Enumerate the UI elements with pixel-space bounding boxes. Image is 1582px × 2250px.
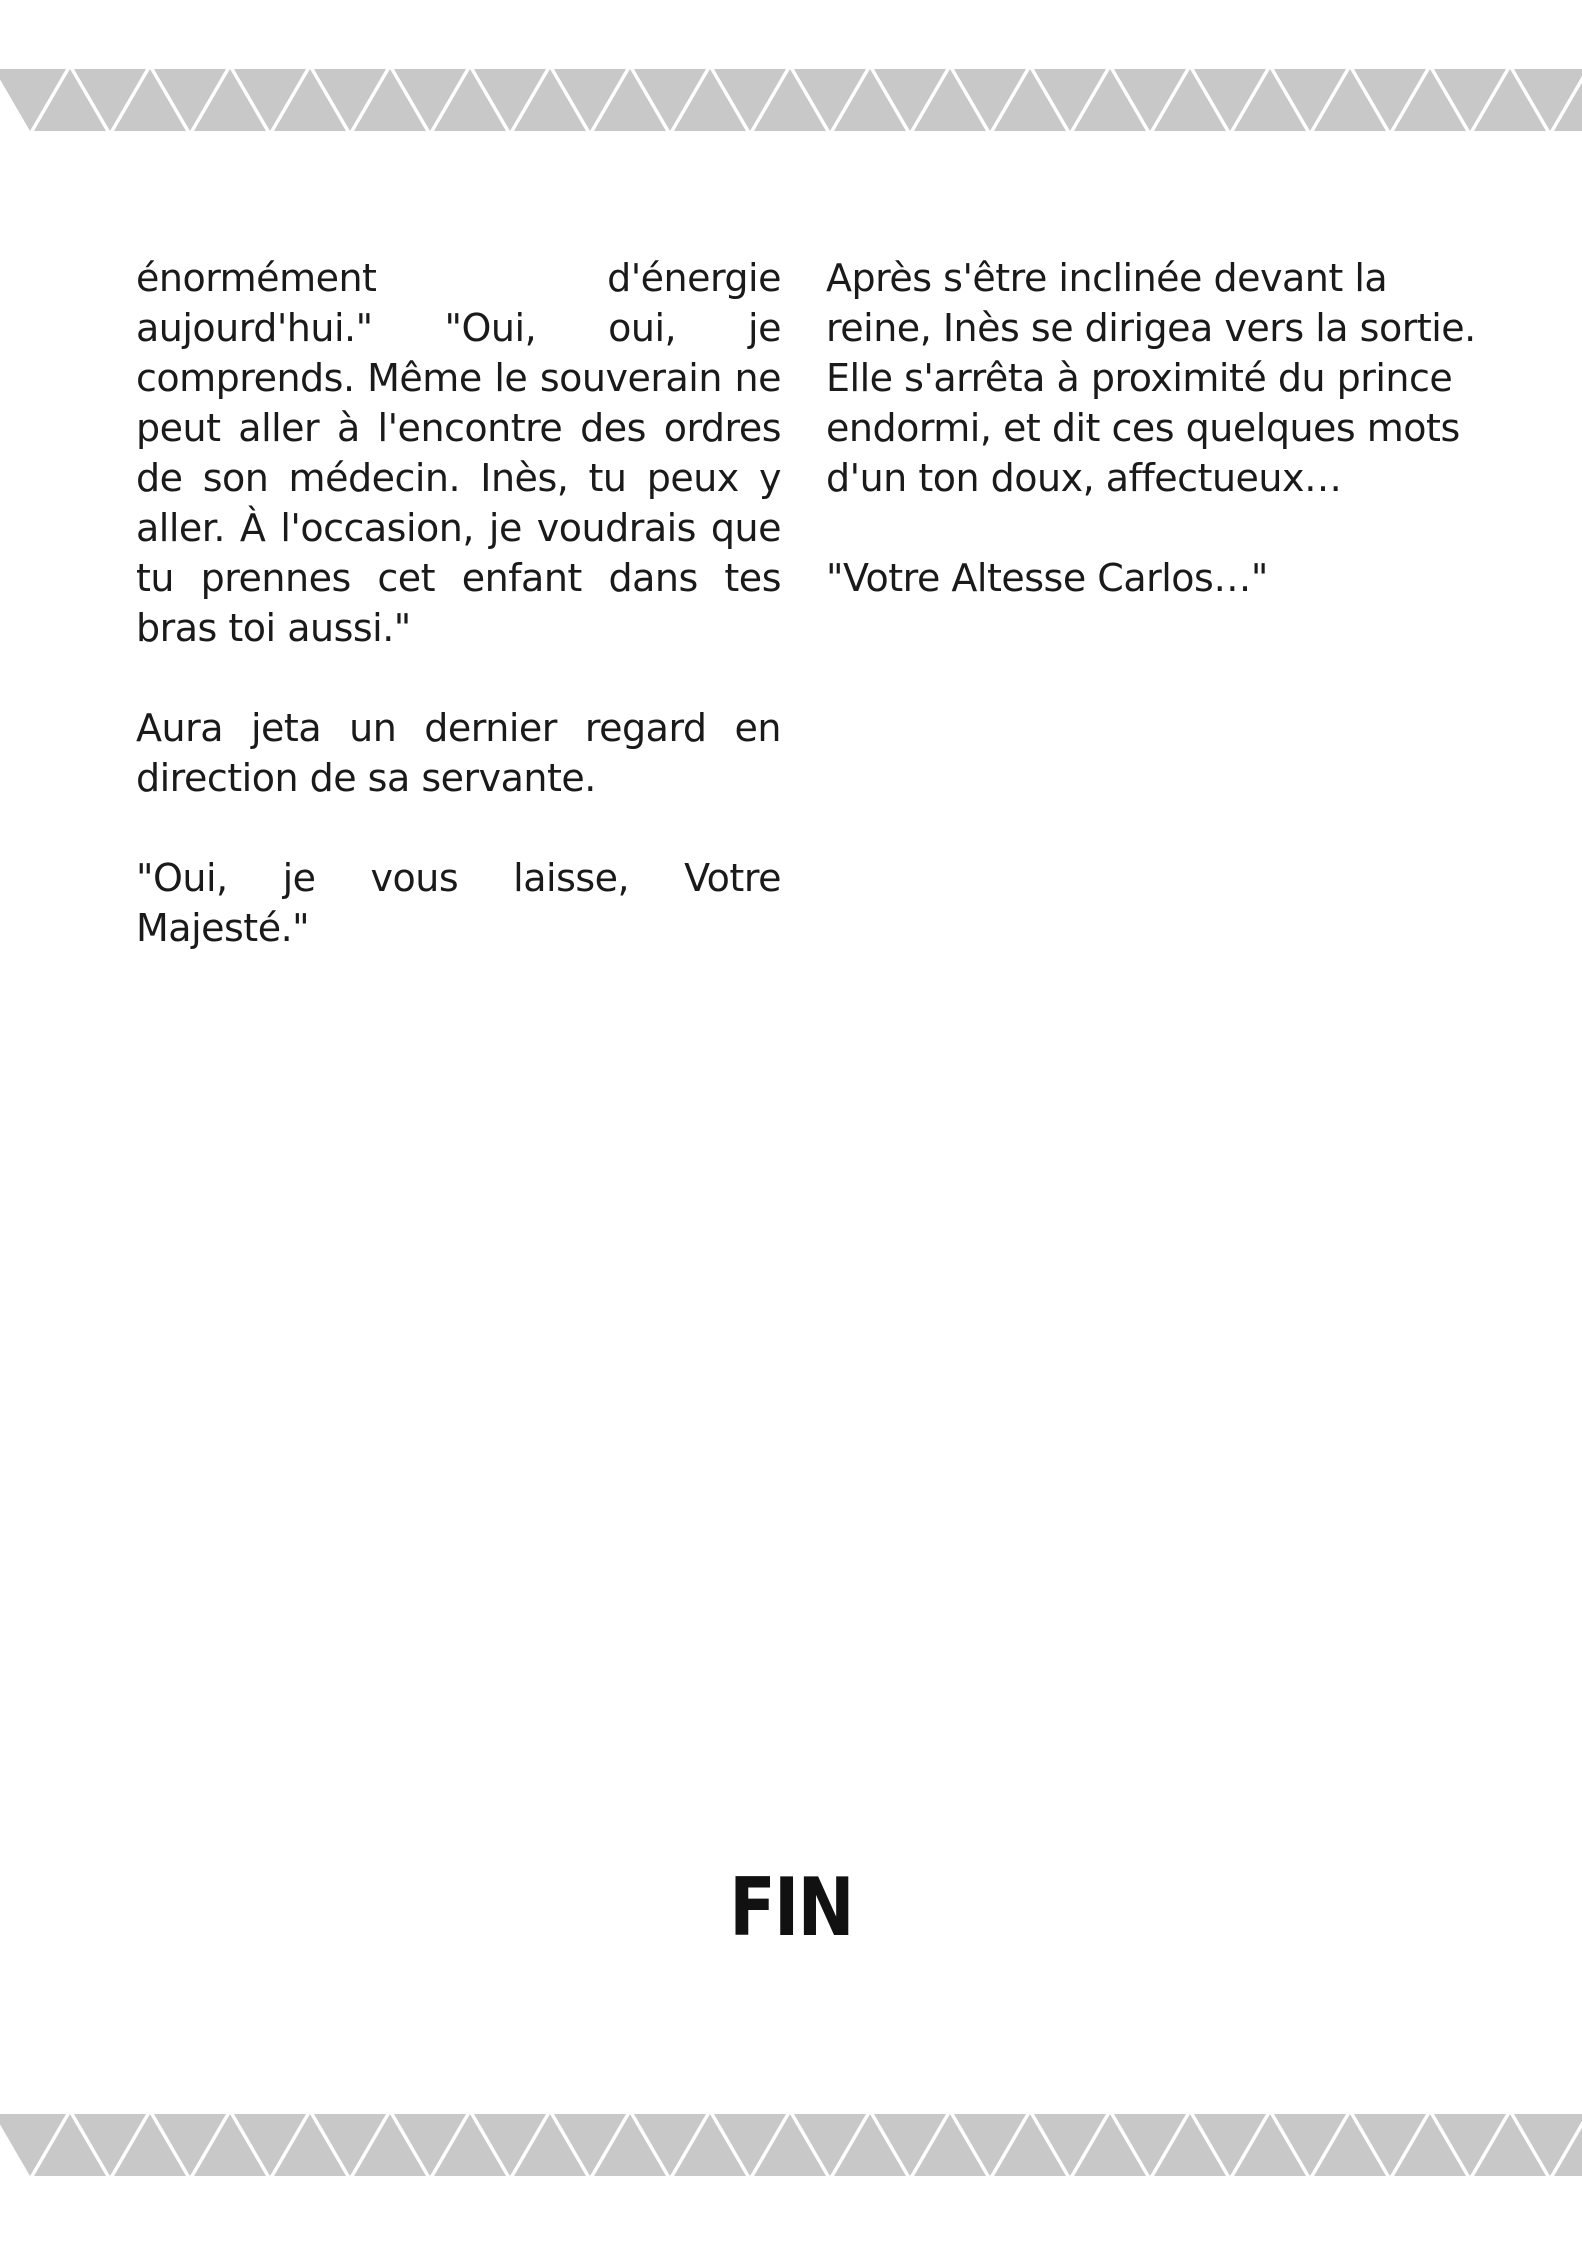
triangle-pattern-top bbox=[0, 65, 1582, 135]
paragraph: Après s'être inclinée devant la reine, Inès se dirigea vers la sortie. Elle s'arrêta à proximité du prince endormi, et dit ces quelques mots d'un ton doux, affectueux… bbox=[826, 256, 1476, 500]
paragraph: "Votre Altesse Carlos…" bbox=[826, 556, 1268, 600]
end-title: FIN bbox=[729, 1861, 853, 1954]
triangle-pattern-bottom bbox=[0, 2110, 1582, 2180]
top-triangle-border bbox=[0, 65, 1582, 135]
paragraph: énormément d'énergie aujourd'hui." "Oui, oui, je comprends. Même le souverain ne peut aller à l'encontre des ordres de son médecin. Inès, tu peux y aller. À l'occasion, je voudrais que tu prennes cet enfant dans tes bras toi aussi." bbox=[136, 256, 781, 650]
paragraph: "Oui, je vous laisse, Votre Majesté." bbox=[136, 856, 781, 950]
paragraph: Aura jeta un dernier regard en direction de sa servante. bbox=[136, 706, 781, 800]
right-column bbox=[826, 253, 1476, 603]
left-column bbox=[136, 253, 781, 953]
bottom-triangle-border bbox=[0, 2110, 1582, 2180]
